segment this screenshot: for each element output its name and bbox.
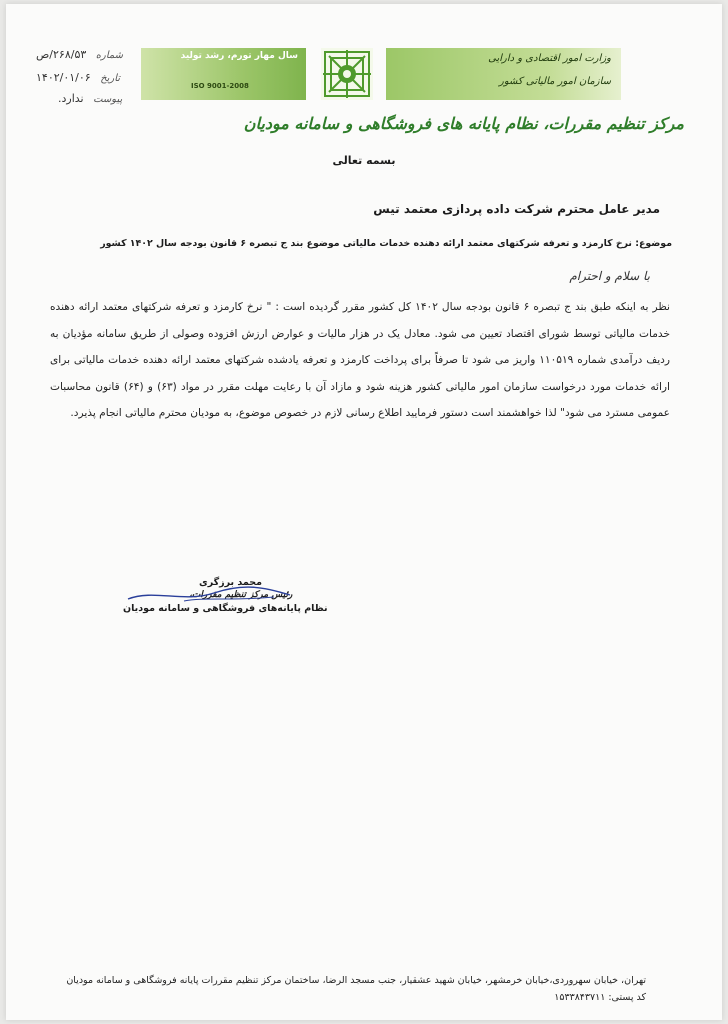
letter-attachment bbox=[58, 92, 122, 105]
signer-name: محمد برزگری bbox=[199, 577, 262, 588]
postal-label: کد پستی: bbox=[608, 992, 646, 1003]
iso-mark: ISO 9001-2008 bbox=[191, 82, 249, 90]
number-value: ۲۶۸/۵۳/ص bbox=[36, 48, 87, 61]
slogan-band bbox=[141, 48, 306, 100]
tax-organization-emblem-icon bbox=[321, 48, 373, 100]
subject-line: موضوع: نرخ کارمزد و تعرفه شرکتهای معتمد ارائه دهنده خدمات مالیاتی موضوع بند ج تبصره ۶ قانون بودجه سال ۱۴۰۲ کشور bbox=[100, 238, 672, 249]
signer-title: رئیس مرکز تنظیم مقررات، bbox=[189, 590, 293, 600]
center-title: مرکز تنظیم مقررات، نظام پایانه های فروشگاهی و سامانه مودیان bbox=[243, 114, 684, 133]
postal-code: ۱۵۳۳۸۴۳۷۱۱ bbox=[554, 992, 606, 1003]
letter-number bbox=[36, 48, 123, 61]
year-slogan: سال مهار تورم، رشد تولید bbox=[180, 51, 298, 61]
greeting: با سلام و احترام bbox=[569, 269, 650, 283]
letter-date bbox=[36, 71, 120, 84]
footer-postal bbox=[554, 992, 646, 1003]
attachment-value: ندارد. bbox=[58, 92, 84, 105]
ministry-band bbox=[386, 48, 621, 100]
letter-page bbox=[6, 4, 722, 1020]
organization-name: سازمان امور مالیاتی کشور bbox=[499, 76, 611, 87]
footer-address: تهران، خیابان سهروردی،خیابان خرمشهر، خیابان شهید عشقیار، جنب مسجد الرضا، ساختمان مرکز تنظیم مقررات پایانه فروشگاهی و سامانه مودیان bbox=[66, 975, 646, 986]
signer-unit: نظام پایانه‌های فروشگاهی و سامانه مودیان bbox=[123, 603, 328, 614]
date-value: ۱۴۰۲/۰۱/۰۶ bbox=[36, 71, 91, 84]
letterhead-banner bbox=[141, 48, 621, 100]
basmala: بسمه تعالی bbox=[332, 154, 396, 167]
letter-body: نظر به اینکه طبق بند ج تبصره ۶ قانون بودجه سال ۱۴۰۲ کل کشور مقرر گردیده است : " نرخ کارمزد و تعرفه شرکتهای معتمد ارائه دهنده خدمات مالیاتی توسط شورای اقتصاد تعیین می شود. معادل یک در هزار مالیات و عوارض ارزش افزوده وصولی از طریق سامانه مؤدیان به ردیف درآمدی شماره ۱۱۰۵۱۹ واریز می شود تا صرفاً برای پرداخت کارمزد و تعرفه یادشده شرکتهای معتمد ارائه دهنده خدمات مالیاتی برای ارائه خدمات مورد درخواست سازمان امور مالیاتی کشور هزینه شود و مازاد آن با رعایت مهلت مقرر در مواد (۶۳) و (۶۴) قانون محاسبات عمومی مسترد می شود" لذا خواهشمند است دستور فرمایید اطلاع رسانی لازم در خصوص موضوع، به مودیان محترم مالیاتی انجام پذیرد. bbox=[50, 301, 670, 419]
attachment-label: پیوست bbox=[93, 94, 123, 105]
date-label: تاریخ bbox=[100, 73, 121, 84]
number-label: شماره bbox=[95, 50, 124, 61]
recipient: مدیر عامل محترم شرکت داده پردازی معتمد تیس bbox=[373, 202, 660, 216]
ministry-name: وزارت امور اقتصادی و دارایی bbox=[488, 53, 611, 64]
handwritten-signature-icon bbox=[124, 583, 294, 605]
